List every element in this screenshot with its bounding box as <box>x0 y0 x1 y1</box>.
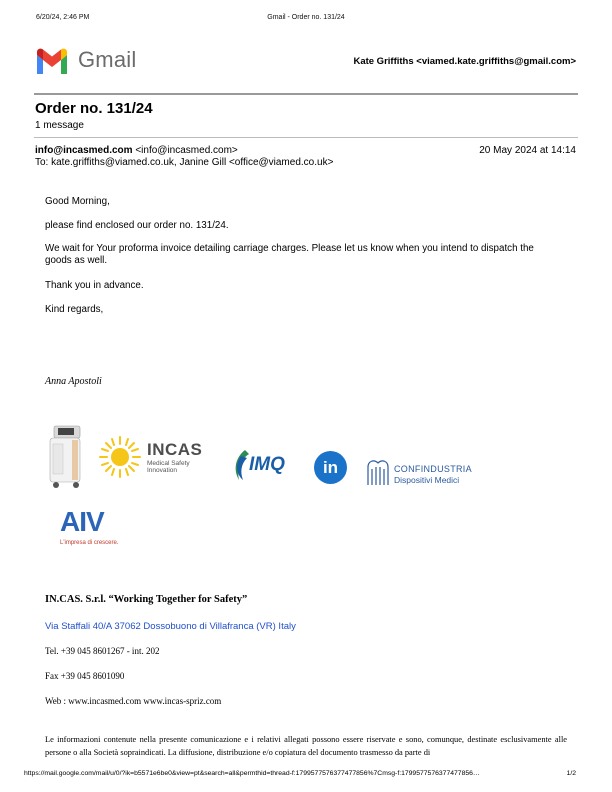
aiv-logo <box>58 506 128 548</box>
confindustria-sub: Dispositivi Medici <box>394 475 460 485</box>
sender-name: info@incasmed.com <box>35 145 133 156</box>
legal-disclaimer: Le informazioni contenute nella presente comunicazione e i relativi allegati possono essere riservate e sono, comunque, destinate esclusivamente alle persone o alla Società sopraindicati. La diffusione, distribuzione e/o copiatura del documento trasmesso da parte di <box>45 735 567 757</box>
thread-subject: Order no. 131/24 <box>35 100 153 117</box>
gmail-envelope-icon <box>34 47 70 75</box>
subject-divider <box>34 137 578 138</box>
aiv-tagline: L'impresa di crescere. <box>60 540 119 546</box>
message-date: 20 May 2024 at 14:14 <box>479 145 576 156</box>
header-divider <box>34 93 578 95</box>
company-websites: Web : www.incasmed.com www.incas-spriz.com <box>45 696 222 706</box>
incas-tagline-2: Innovation <box>147 467 177 474</box>
sender-address: <info@incasmed.com> <box>135 145 238 156</box>
incas-sun-icon <box>98 435 142 479</box>
body-line-request: We wait for Your proforma invoice detailing carriage charges. Please let us know when you intend to dispatch the goods as well. <box>45 243 534 266</box>
body-line-order: please find enclosed our order no. 131/24. <box>45 220 229 231</box>
message-count: 1 message <box>35 120 84 131</box>
print-title: Gmail - Order no. 131/24 <box>267 14 345 21</box>
linkedin-icon[interactable]: in <box>314 451 347 484</box>
company-telephone: Tel. +39 045 8601267 - int. 202 <box>45 646 160 656</box>
confindustria-name: CONFINDUSTRIA <box>394 464 472 474</box>
medical-device-image <box>46 424 84 490</box>
incas-logo <box>147 440 202 474</box>
signature-name: Anna Apostoli <box>45 376 102 387</box>
gmail-logo <box>34 45 174 77</box>
confindustria-logo <box>364 457 474 489</box>
body-closing: Kind regards, <box>45 304 104 315</box>
confindustria-emblem-icon <box>364 457 392 487</box>
company-fax: Fax +39 045 8601090 <box>45 671 125 681</box>
account-email: Kate Griffiths <viamed.kate.griffiths@gmail.com> <box>353 56 576 67</box>
imq-logo <box>231 448 301 482</box>
print-page-number: 1/2 <box>566 770 576 777</box>
print-footer-url: https://mail.google.com/mail/u/0/?ik=b5571e6be0&view=pt&search=all&permthid=thread-f:1799577576377477856%7Cmsg-f:1799577576377477856… <box>24 770 480 777</box>
aiv-name: AIV <box>60 506 104 537</box>
incas-name: INCAS <box>147 440 203 459</box>
imq-name: IMQ <box>249 454 285 475</box>
incas-tagline-1: Medical Safety <box>147 460 190 467</box>
body-greeting: Good Morning, <box>45 196 110 207</box>
message-recipients: To: kate.griffiths@viamed.co.uk, Janine Gill <office@viamed.co.uk> <box>35 157 334 168</box>
gmail-wordmark: Gmail <box>78 47 137 72</box>
company-name: IN.CAS. S.r.l. “Working Together for Safety” <box>45 594 248 605</box>
body-line-thanks: Thank you in advance. <box>45 280 144 291</box>
print-datetime: 6/20/24, 2:46 PM <box>36 14 90 21</box>
company-address-link[interactable]: Via Staffali 40/A 37062 Dossobuono di Villafranca (VR) Italy <box>45 621 296 632</box>
message-sender <box>35 145 238 156</box>
imq-swoosh-icon <box>231 448 251 482</box>
